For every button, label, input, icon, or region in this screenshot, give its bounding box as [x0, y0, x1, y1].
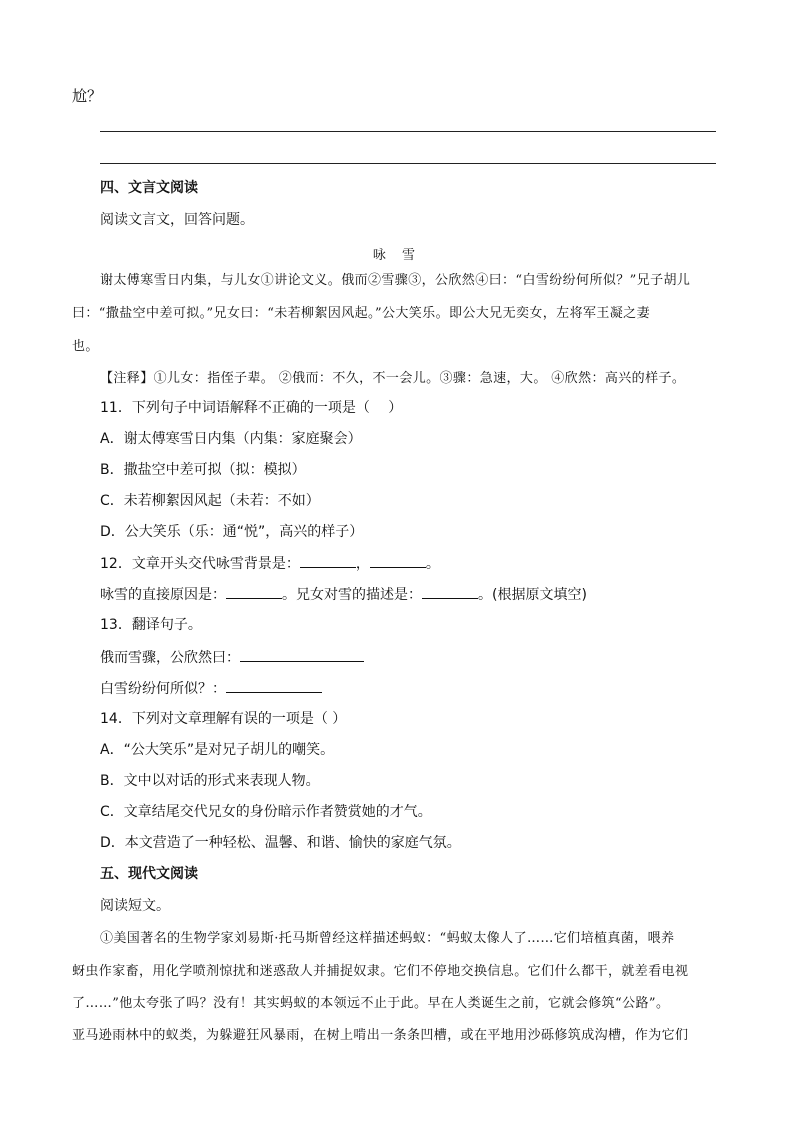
question-14-option-d: D．本文营造了一种轻松、温馨、和谐、愉快的家庭气氛。: [100, 835, 461, 851]
question-11-option-b: B．撒盐空中差可拟（拟：模拟）: [100, 462, 306, 478]
question-14-option-b: B．文中以对话的形式来表现人物。: [100, 773, 320, 789]
passage-notes: 【注释】①儿女：指侄子辈。 ②俄而：不久，不一会儿。③骤：急速，大。 ④欣然：高兴的样子。: [100, 371, 686, 386]
passage-title: 咏 雪: [372, 248, 422, 263]
question-12-prompt-a: 咏雪的直接原因是：: [100, 587, 226, 603]
question-11-option-a: A．谢太傅寒雪日内集（内集：家庭聚会）: [100, 431, 362, 447]
passage-line: 也。: [72, 339, 99, 354]
question-14-option-a: A．“公大笑乐”是对兄子胡儿的嘲笑。: [100, 742, 335, 758]
question-12-line-1: [100, 553, 440, 574]
question-13-stem: 13．翻译句子。: [100, 617, 202, 633]
question-14-option-c: C．文章结尾交代兄女的身份暗示作者赞赏她的才气。: [100, 804, 432, 820]
section-instruction: 阅读短文。: [100, 898, 170, 914]
question-fragment: 尬？: [72, 87, 103, 105]
answer-line: [100, 131, 716, 132]
question-12-stem: 12．文章开头交代咏雪背景是：: [100, 556, 300, 572]
section-heading: 四、文言文阅读: [100, 180, 198, 196]
question-14-stem: 14．下列对文章理解有误的一项是（ ）: [100, 711, 347, 727]
period: 。: [425, 556, 440, 572]
passage-line: 了……”他太夸张了吗？没有！其实蚂蚁的本领远不止于此。早在人类诞生之前，它就会修筑“公路”。: [72, 996, 670, 1011]
section-heading: 五、现代文阅读: [100, 866, 198, 882]
question-13-sentence-2: 白雪纷纷何所似？：: [100, 681, 226, 697]
answer-blank[interactable]: [240, 647, 364, 662]
question-11-option-d: D．公大笑乐（乐：通“悦”，高兴的样子）: [100, 524, 364, 540]
answer-line: [100, 163, 716, 164]
question-11-option-c: C．未若柳絮因风起（未若：不如）: [100, 493, 320, 509]
passage-line: ①美国著名的生物学家刘易斯·托马斯曾经这样描述蚂蚁：“蚂蚁太像人了……它们培植真菌，喂养: [100, 931, 675, 946]
question-13-line-2: [100, 678, 322, 699]
question-11-stem: 11．下列句子中词语解释不正确的一项是（ ）: [100, 400, 403, 416]
passage-line: 谢太傅寒雪日内集，与儿女①讲论文义。俄而②雪骤③，公欣然④曰：“白雪纷纷何所似？”兄子胡儿: [100, 273, 691, 288]
answer-blank[interactable]: [300, 553, 356, 568]
passage-line: 曰：“撒盐空中差可拟。”兄女曰：“未若柳絮因风起。”公大笑乐。即公大兄无奕女，左将军王凝之妻: [72, 306, 650, 321]
question-13-line-1: [100, 647, 364, 668]
answer-blank[interactable]: [226, 584, 282, 599]
question-12-line-2: [100, 584, 587, 605]
answer-blank[interactable]: [422, 584, 478, 599]
section-instruction: 阅读文言文，回答问题。: [100, 212, 254, 228]
question-13-sentence-1: 俄而雪骤，公欣然曰：: [100, 650, 240, 666]
separator: ，: [355, 556, 370, 572]
question-12-prompt-b: 。兄女对雪的描述是：: [282, 587, 422, 603]
passage-line: 亚马逊雨林中的蚁类，为躲避狂风暴雨，在树上啃出一条条凹槽，或在平地用沙砾修筑成沟槽，作为它们: [72, 1028, 689, 1043]
answer-blank[interactable]: [370, 553, 426, 568]
passage-line: 蚜虫作家畜，用化学喷剂惊扰和迷惑敌人并捕捉奴隶。它们不停地交换信息。它们什么都干，就差看电视: [72, 964, 689, 979]
answer-blank[interactable]: [226, 678, 322, 693]
question-12-prompt-c: 。(根据原文填空): [478, 587, 587, 603]
